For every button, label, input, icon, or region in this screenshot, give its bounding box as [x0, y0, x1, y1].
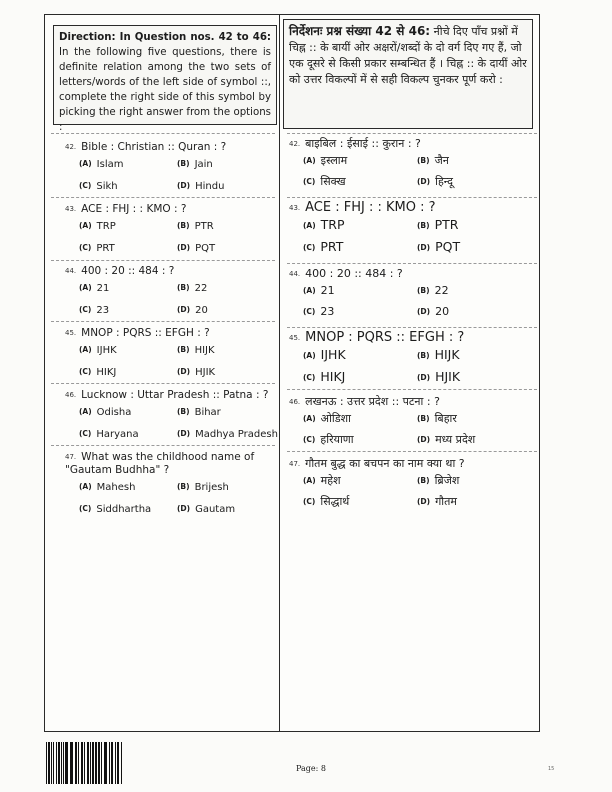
separator [51, 383, 275, 384]
option-b: (B) 22 [417, 284, 449, 297]
option-b: (B) बिहार [417, 412, 457, 425]
option-c: (C) Haryana [79, 429, 139, 440]
option-a: (A) ओडिशा [303, 412, 351, 425]
option-c: (C) Sikh [79, 181, 118, 192]
direction-heading-hindi: निर्देशनः प्रश्न संख्या 42 से 46: [289, 24, 431, 38]
option-d: (D) PQT [177, 243, 216, 254]
option-d: (D) गौतम [417, 495, 457, 508]
option-c: (C) 23 [79, 305, 110, 316]
direction-box-english [53, 25, 277, 133]
question-45-hindi: 45. MNOP : PQRS :: EFGH : ? (A) IJHK (B) HIJK (C) HIKJ (D) HJIK [281, 331, 541, 384]
option-c: (C) Siddhartha [79, 504, 152, 515]
separator [51, 445, 275, 446]
question-42-english [45, 141, 279, 193]
option-c: (C) PRT [79, 243, 115, 254]
question-46-hindi: 46. लखनऊ : उत्तर प्रदेश :: पटना : ? (A) ओडिशा (B) बिहार (C) हरियाणा (D) मध्य प्रदेश [281, 395, 541, 446]
option-d: (D) 20 [417, 305, 450, 318]
option-d: (D) Hindu [177, 181, 225, 192]
option-a: (A) TRP [303, 217, 345, 232]
option-d: (D) Gautam [177, 504, 236, 515]
barcode-bar [61, 742, 62, 784]
option-b: (B) 22 [177, 283, 208, 294]
option-b: (B) PTR [177, 221, 214, 232]
option-d: (D) हिन्दू [417, 175, 454, 188]
question-43-english: 43. ACE : FHJ : : KMO : ? (A) TRP (B) PTR (C) PRT (D) PQT [45, 203, 279, 255]
direction-box-hindi [283, 19, 533, 129]
option-c: (C) 23 [303, 305, 335, 318]
question-text: ACE : FHJ : : KMO : ? [81, 203, 187, 215]
question-text: MNOP : PQRS :: EFGH : ? [81, 327, 210, 339]
question-text: 400 : 20 :: 484 : ? [305, 267, 403, 280]
barcode-bar [53, 742, 54, 784]
option-b: (B) Bihar [177, 407, 221, 418]
option-b: (B) HIJK [417, 347, 460, 362]
barcode-bar [82, 742, 83, 784]
question-44-hindi: 44. 400 : 20 :: 484 : ? (A) 21 (B) 22 (C) 23 (D) 20 [281, 267, 541, 318]
option-c: (C) सिक्ख [303, 175, 346, 188]
option-d: (D) Madhya Pradesh [177, 429, 278, 440]
question-44-english: 44. 400 : 20 :: 484 : ? (A) 21 (B) 22 (C) 23 (D) 20 [45, 265, 279, 317]
barcode-bar [66, 742, 67, 784]
barcode-bar [121, 742, 122, 784]
question-text: लखनऊ : उत्तर प्रदेश :: पटना : ? [305, 395, 440, 408]
option-b: (B) HIJK [177, 345, 215, 356]
separator [287, 133, 537, 134]
option-a: (A) 21 [79, 283, 110, 294]
separator [287, 389, 537, 390]
question-43-hindi: 43. ACE : FHJ : : KMO : ? (A) TRP (B) PTR (C) PRT (D) PQT [281, 201, 541, 254]
separator [287, 451, 537, 452]
question-text: ACE : FHJ : : KMO : ? [305, 200, 436, 215]
barcode [46, 742, 122, 784]
separator [51, 321, 275, 322]
question-paper-page [44, 14, 540, 732]
english-column [45, 15, 279, 731]
question-text: What was the childhood name of "Gautam Budhha" ? [65, 451, 255, 476]
hindi-column [281, 15, 541, 731]
question-number: 42. [65, 143, 77, 151]
option-a: (A) Odisha [79, 407, 132, 418]
question-42-hindi: 42. बाइबिल : ईसाई :: कुरान : ? (A) इस्लाम (B) जैन (C) सिक्ख (D) हिन्दू [281, 137, 541, 188]
separator [287, 263, 537, 264]
option-b: (B) Jain [177, 159, 213, 170]
direction-text-hindi: नीचे दिए पाँच प्रश्नों में चिह्न :: के बायीं ओर अक्षरों/शब्दों के दो वर्ग दिए गए हैं, जो एक दूसरे से किसी प्रकार सम्बन्धित हैं । चिह्न :: के दायीं ओर को उत्तर विकल्पों में से सही विकल्प चुनकर पूर्ण करो : [289, 25, 527, 86]
question-text: 400 : 20 :: 484 : ? [81, 265, 175, 277]
option-b: (B) Brijesh [177, 482, 229, 493]
separator [51, 197, 275, 198]
option-a: (A) महेश [303, 474, 341, 487]
option-b: (B) PTR [417, 217, 459, 232]
option-b: (B) ब्रिजेश [417, 474, 460, 487]
separator [51, 133, 275, 134]
option-c: (C) HIKJ [303, 369, 346, 384]
question-text: Bible : Christian :: Quran : ? [81, 141, 227, 153]
page-number: Page: 8 [296, 764, 326, 773]
direction-text-english: In the following five questions, there is definite relation among the two sets of letters/words of the left side of symbol ::, complete the right side of this symbol by picking the right answer from the options : [59, 47, 271, 133]
option-a: (A) IJHK [79, 345, 117, 356]
question-text: Lucknow : Uttar Pradesh :: Patna : ? [81, 389, 269, 401]
question-text: बाइबिल : ईसाई :: कुरान : ? [305, 137, 421, 150]
question-47-hindi: 47. गौतम बुद्ध का बचपन का नाम क्या था ? (A) महेश (B) ब्रिजेश (C) सिद्धार्थ (D) गौतम [281, 457, 541, 508]
question-47-english: 47. What was the childhood name of "Gautam Budhha" ? (A) Mahesh (B) Brijesh (C) Siddhartha (D) Gautam [45, 451, 279, 516]
separator [51, 260, 275, 261]
option-d: (D) मध्य प्रदेश [417, 433, 476, 446]
barcode-bar [72, 742, 73, 784]
option-c: (C) PRT [303, 239, 344, 254]
option-a: (A) 21 [303, 284, 335, 297]
option-d: (D) 20 [177, 305, 208, 316]
option-d: (D) HJIK [417, 369, 461, 384]
option-c: (C) हरियाणा [303, 433, 354, 446]
question-text: MNOP : PQRS :: EFGH : ? [305, 330, 465, 345]
barcode-bar [78, 742, 79, 784]
option-a: (A) Mahesh [79, 482, 136, 493]
option-a: (A) इस्लाम [303, 154, 348, 167]
question-45-english: 45. MNOP : PQRS :: EFGH : ? (A) IJHK (B) HIJK (C) HIKJ (D) HJIK [45, 327, 279, 379]
option-a: (A) IJHK [303, 347, 346, 362]
barcode-bar [84, 742, 85, 784]
separator [287, 197, 537, 198]
barcode-bar [95, 742, 96, 784]
option-c: (C) सिद्धार्थ [303, 495, 350, 508]
option-c: (C) HIKJ [79, 367, 117, 378]
direction-heading-english: Direction: In Question nos. 42 to 46: [59, 32, 271, 43]
option-a: (A) Islam [79, 159, 124, 170]
question-text: गौतम बुद्ध का बचपन का नाम क्या था ? [305, 457, 465, 470]
barcode-bar [101, 742, 102, 784]
barcode-bar [106, 742, 107, 784]
option-a: (A) TRP [79, 221, 116, 232]
separator [287, 327, 537, 328]
option-d: (D) HJIK [177, 367, 216, 378]
option-b: (B) जैन [417, 154, 449, 167]
question-46-english: 46. Lucknow : Uttar Pradesh :: Patna : ? (A) Odisha (B) Bihar (C) Haryana (D) Madhya Pradesh [65, 389, 278, 440]
corner-mark: 15 [548, 766, 555, 772]
option-d: (D) PQT [417, 239, 461, 254]
